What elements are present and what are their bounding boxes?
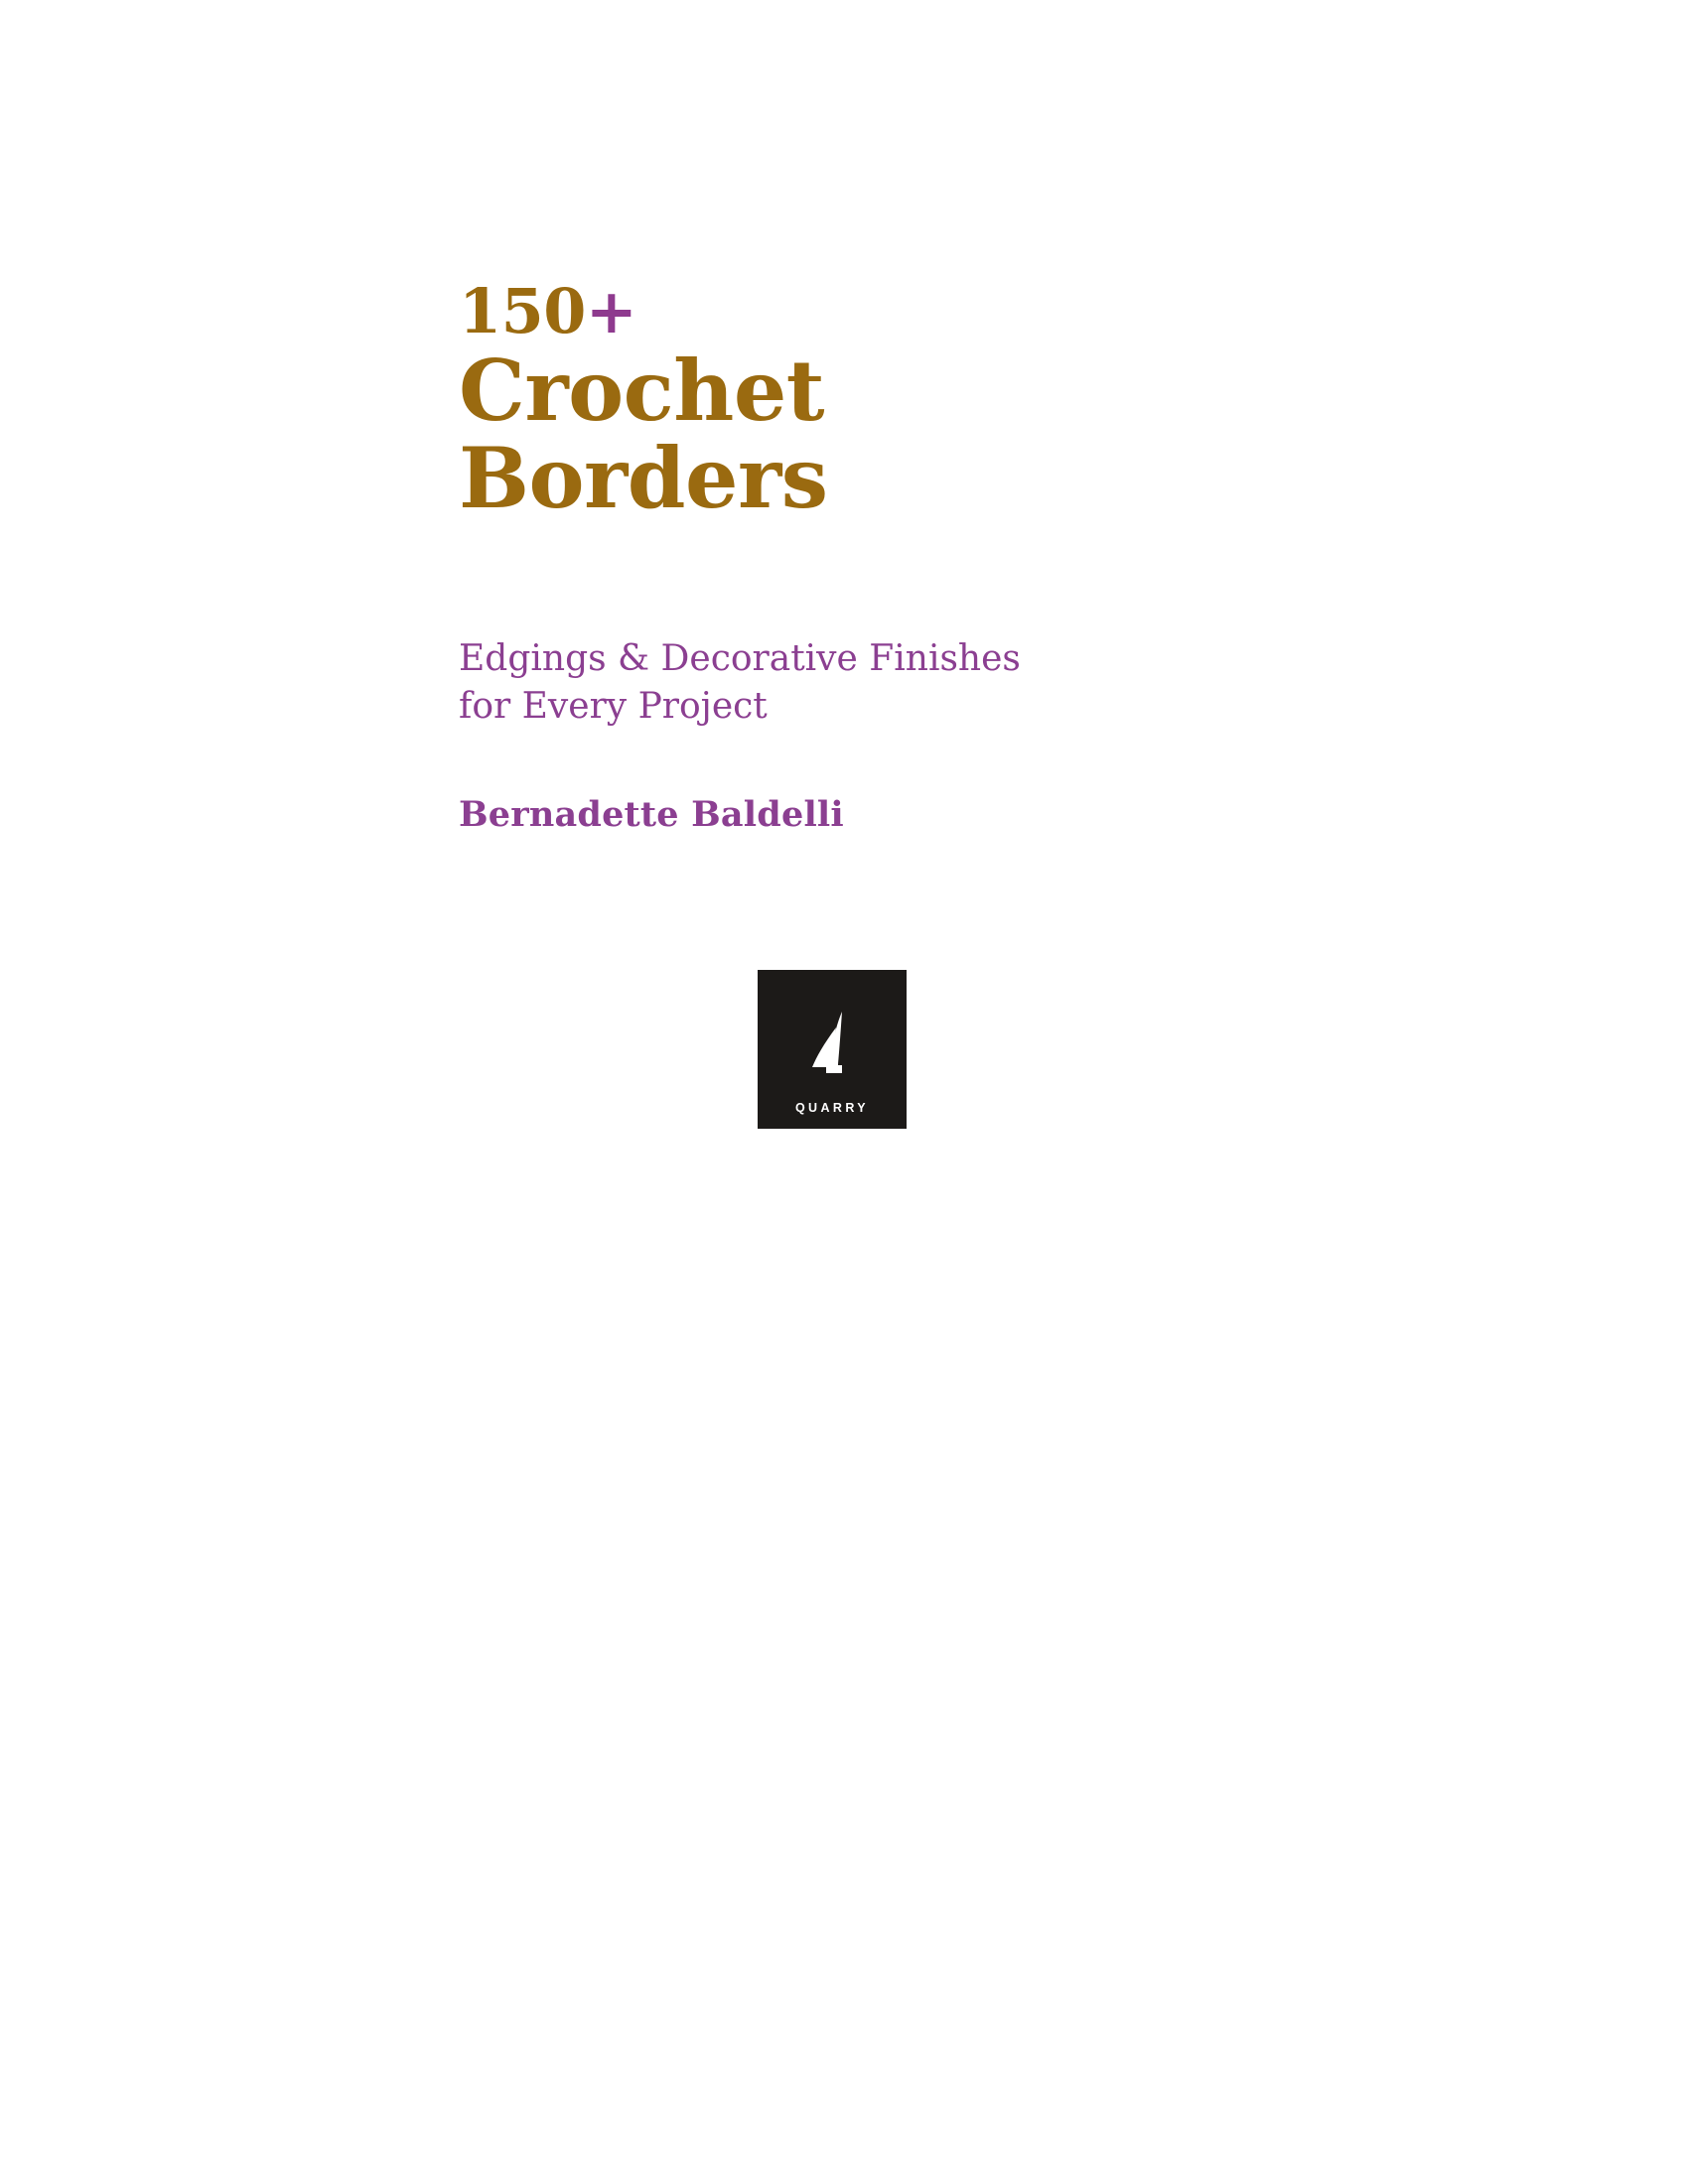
author-name: Bernadette Baldelli xyxy=(459,794,844,835)
subtitle-line-two: for Every Project xyxy=(459,685,768,727)
publisher-wordmark: QUARRY xyxy=(794,1101,870,1115)
title-count: 150 xyxy=(459,275,586,347)
title-line-three: Borders xyxy=(459,428,828,527)
title-line-two: Crochet xyxy=(459,341,825,441)
book-subtitle xyxy=(459,635,1174,731)
book-title xyxy=(459,275,1213,527)
title-count-line xyxy=(459,275,1213,347)
title-plus: + xyxy=(585,275,637,347)
publisher-logo xyxy=(758,970,907,1129)
subtitle-line-one: Edgings & Decorative Finishes xyxy=(459,638,1021,679)
sail-mark-icon xyxy=(796,1010,868,1091)
